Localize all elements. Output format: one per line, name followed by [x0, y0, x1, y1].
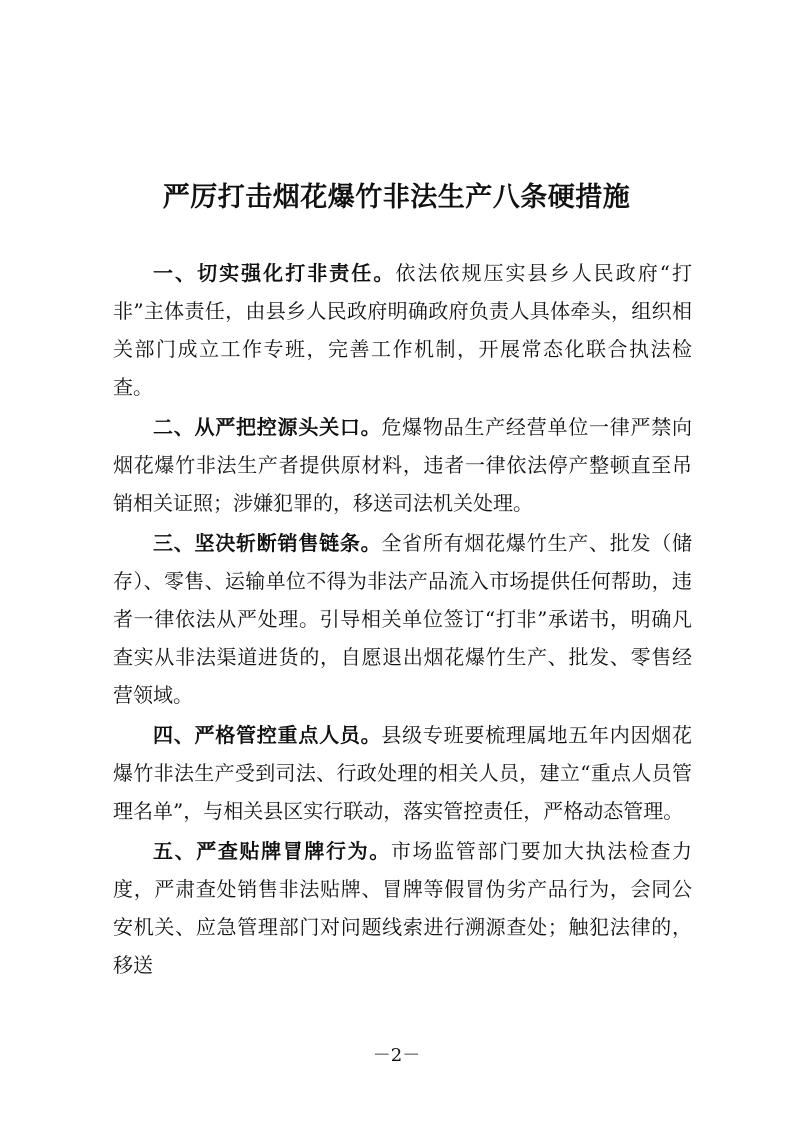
section-1-text: 依法依规压实县乡人民政府“打非”主体责任，由县乡人民政府明确政府负责人具体牵头，组织相关部门成立工作专班，完善工作机制，开展常态化联合执法检查。 — [113, 261, 692, 399]
section-2 — [113, 408, 692, 522]
document-body — [113, 254, 692, 984]
section-5-heading: 五、严查贴牌冒牌行为。 — [153, 839, 391, 863]
page-number: －2－ — [372, 1045, 421, 1066]
section-2-heading: 二、从严把控源头关口。 — [153, 415, 382, 439]
section-5 — [113, 832, 692, 984]
section-4 — [113, 716, 692, 830]
section-1 — [113, 254, 692, 406]
section-3 — [113, 524, 692, 714]
document-title: 严厉打击烟花爆竹非法生产八条硬措施 — [162, 182, 631, 213]
section-4-heading: 四、严格管控重点人员。 — [153, 723, 382, 747]
section-2-text: 危爆物品生产经营单位一律严禁向烟花爆竹非法生产者提供原材料，违者一律依法停产整顿直至吊销相关证照；涉嫌犯罪的，移送司法机关处理。 — [113, 415, 693, 515]
section-3-heading: 三、坚决斩断销售链条。 — [153, 531, 382, 555]
section-1-heading: 一、切实强化打非责任。 — [153, 261, 396, 285]
section-5-text: 市场监管部门要加大执法检查力度，严肃查处销售非法贴牌、冒牌等假冒伪劣产品行为，会同公安机关、应急管理部门对问题线索进行溯源查处；触犯法律的，移送 — [113, 839, 692, 977]
section-3-text: 全省所有烟花爆竹生产、批发（储存）、零售、运输单位不得为非法产品流入市场提供任何帮助，违者一律依法从严处理。引导相关单位签订“打非”承诺书，明确凡查实从非法渠道进货的，自愿退出烟花爆竹生产、批发、零售经营领域。 — [113, 531, 693, 707]
section-4-text: 县级专班要梳理属地五年内因烟花爆竹非法生产受到司法、行政处理的相关人员，建立“重点人员管理名单”，与相关县区实行联动，落实管控责任，严格动态管理。 — [113, 723, 693, 823]
